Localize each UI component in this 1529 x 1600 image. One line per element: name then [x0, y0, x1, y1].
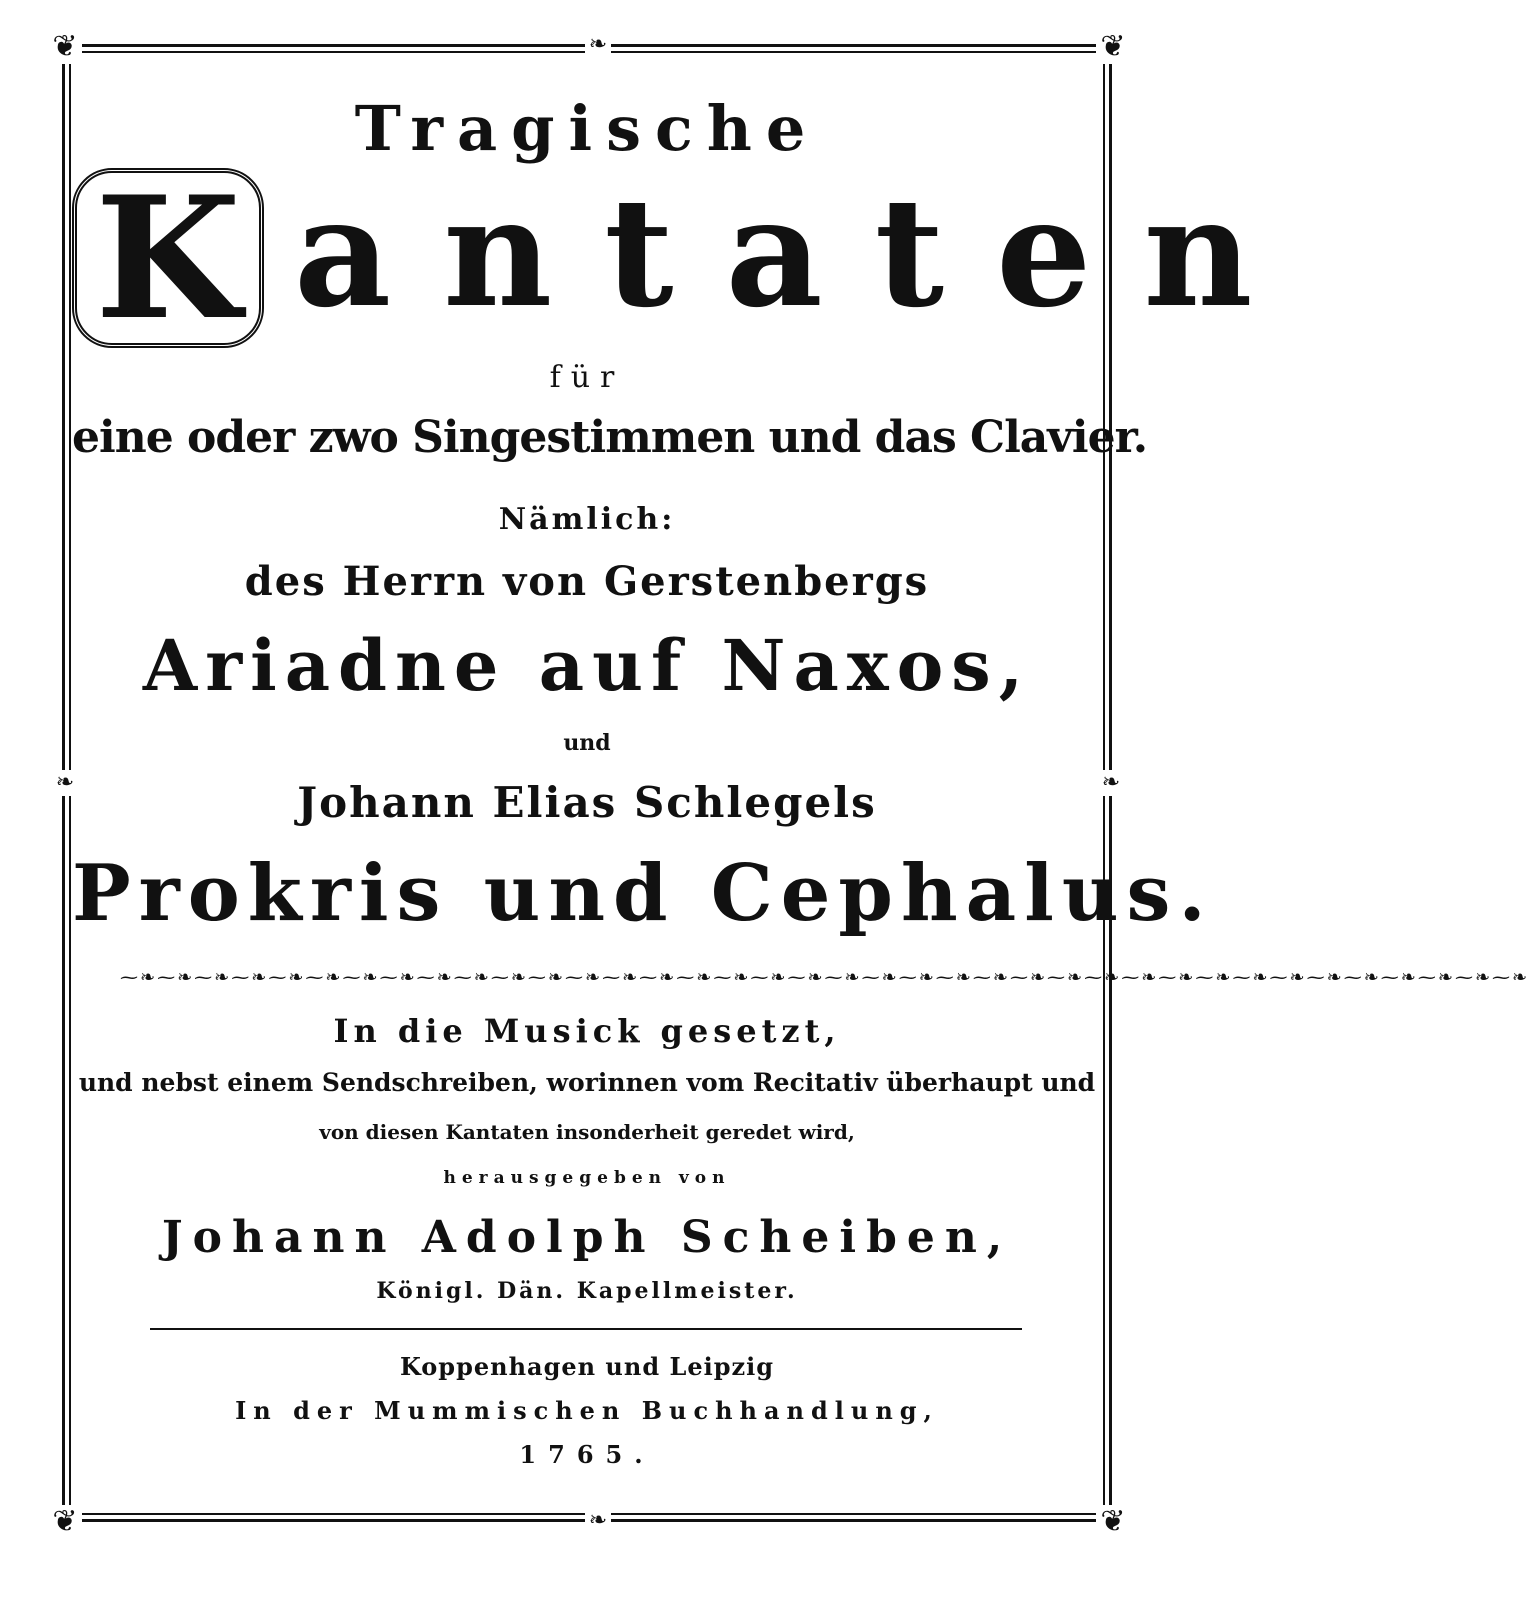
imprint-place: Koppenhagen und Leipzig [399, 1352, 775, 1381]
side-ornament-left: ❧ [52, 770, 78, 796]
horizontal-rule [150, 1328, 1022, 1330]
ornamental-divider: ⁓❧⁓❧⁓❧⁓❧⁓❧⁓❧⁓❧⁓❧⁓❧⁓❧⁓❧⁓❧⁓❧⁓❧⁓❧⁓❧⁓❧⁓❧⁓❧⁓❧⁓❧⁓❧⁓❧⁓❧⁓❧⁓❧⁓❧⁓❧⁓❧⁓❧⁓❧⁓❧⁓❧⁓❧⁓❧⁓❧⁓❧⁓❧ [120, 967, 1529, 988]
published-by: herausgegeben von [443, 1168, 731, 1188]
corner-ornament-bottom-left: ❦ [48, 1505, 82, 1539]
set-to-music: In die Musick gesetzt, [333, 1012, 841, 1050]
author-gerstenberg: des Herrn von Gerstenbergs [244, 558, 930, 605]
decorated-initial-k: K [72, 168, 264, 348]
side-ornament-bottom: ❧ [585, 1508, 611, 1534]
imprint-year: 1765. [519, 1440, 655, 1469]
author-schlegel: Johann Elias Schlegels [297, 778, 877, 827]
composer-title: Königl. Dän. Kapellmeister. [376, 1278, 798, 1304]
side-ornament-top: ❧ [585, 32, 611, 58]
title-kantaten [72, 159, 1305, 357]
work-ariadne: Ariadne auf Naxos, [142, 624, 1032, 707]
subtitle-voices: eine oder zwo Singestimmen und das Clavier. [72, 412, 1148, 463]
title-kantaten-rest: antaten [294, 165, 1305, 341]
description-line-1: und nebst einem Sendschreiben, worinnen vom Recitativ überhaupt und [78, 1068, 1096, 1097]
subtitle-namlich: Nämlich: [498, 502, 676, 537]
corner-ornament-top-right: ❦ [1096, 30, 1130, 64]
side-ornament-right: ❧ [1098, 770, 1124, 796]
conjunction-und: und [563, 730, 611, 756]
corner-ornament-bottom-right: ❦ [1096, 1505, 1130, 1539]
composer-name: Johann Adolph Scheiben, [161, 1212, 1013, 1263]
work-prokris: Prokris und Cephalus. [72, 848, 1214, 939]
imprint-publisher: In der Mummischen Buchhandlung, [235, 1396, 939, 1425]
title-tragische: Tragische [354, 92, 820, 165]
subtitle-fur: für [549, 360, 625, 395]
corner-ornament-top-left: ❦ [48, 30, 82, 64]
description-line-2: von diesen Kantaten insonderheit geredet wird, [319, 1120, 855, 1144]
